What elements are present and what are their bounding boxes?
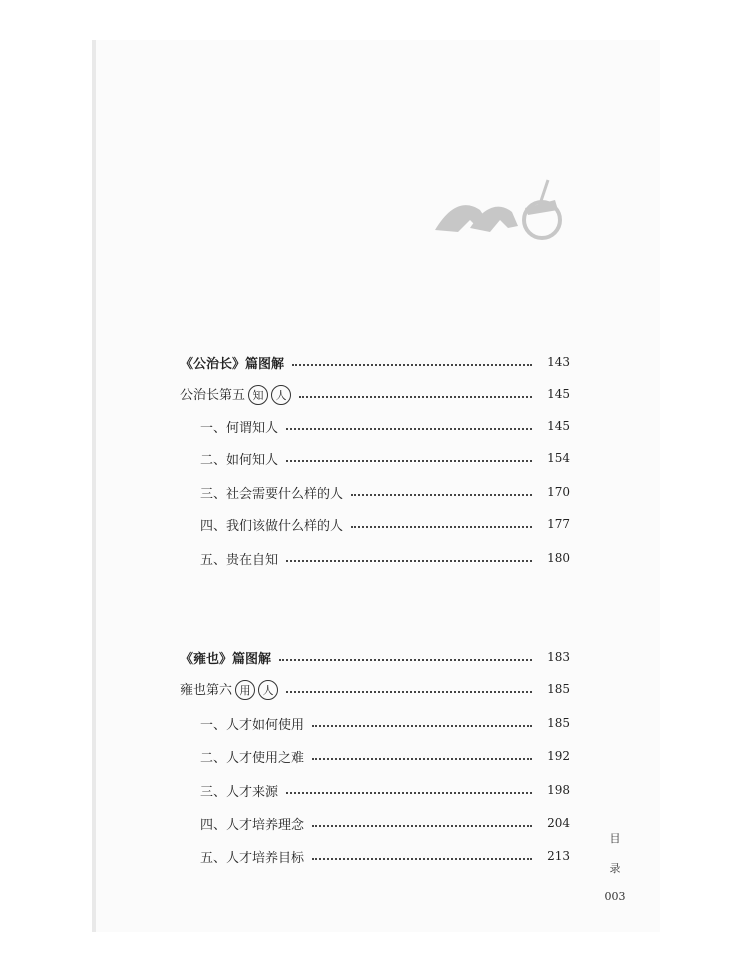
toc-page-number: 185: [547, 682, 570, 696]
page-spine-shadow: [92, 40, 96, 932]
toc-chapter-yongye[interactable]: [180, 677, 570, 701]
circled-char: 人: [258, 680, 278, 700]
toc-chapter-label: 雍也第六: [180, 682, 233, 698]
toc-page-number: 198: [547, 783, 570, 797]
toc-entry-label: 三、人才来源: [200, 784, 279, 800]
toc-page-number: 180: [547, 551, 570, 565]
toc-item[interactable]: [200, 711, 570, 735]
toc-item[interactable]: [200, 778, 570, 802]
toc-item[interactable]: [200, 446, 570, 470]
dot-leader: [279, 659, 532, 661]
toc-entry-label: [180, 384, 291, 405]
toc-page-number: 192: [547, 749, 570, 763]
toc-page-number: 204: [547, 816, 570, 830]
toc-page-number: 185: [547, 716, 570, 730]
toc-entry-label: 五、贵在自知: [200, 552, 279, 568]
dot-leader: [312, 725, 532, 727]
dot-leader: [286, 792, 532, 794]
toc-item[interactable]: [200, 546, 570, 570]
toc-page-number: 213: [547, 849, 570, 863]
toc-section-yongye[interactable]: [180, 645, 570, 669]
toc-page-number: 145: [547, 419, 570, 433]
dot-leader: [312, 825, 532, 827]
dot-leader: [351, 494, 532, 496]
side-char: 录: [609, 862, 621, 875]
toc-item[interactable]: [200, 414, 570, 438]
dot-leader: [286, 428, 532, 430]
circled-char: 知: [248, 385, 268, 405]
dot-leader: [351, 526, 532, 528]
toc-entry-label: 四、人才培养理念: [200, 817, 305, 833]
dot-leader: [286, 691, 532, 693]
toc-entry-label: 《公治长》篇图解: [180, 356, 285, 372]
toc-entry-label: 《雍也》篇图解: [180, 651, 272, 667]
toc-item[interactable]: [200, 480, 570, 504]
page-number: 003: [604, 890, 626, 903]
dot-leader: [312, 858, 532, 860]
toc-page-number: 170: [547, 485, 570, 499]
side-char: 目: [609, 832, 621, 845]
toc-entry-label: 一、人才如何使用: [200, 717, 305, 733]
toc-page-number: 177: [547, 517, 570, 531]
dot-leader: [312, 758, 532, 760]
toc-entry-label: [180, 679, 278, 700]
toc-chapter-gongyechang[interactable]: [180, 382, 570, 406]
circled-char: 人: [271, 385, 291, 405]
toc-page-number: 154: [547, 451, 570, 465]
toc-item[interactable]: [200, 744, 570, 768]
toc-entry-label: 二、如何知人: [200, 452, 279, 468]
toc-chapter-label: 公治长第五: [180, 387, 246, 403]
toc-entry-label: 五、人才培养目标: [200, 850, 305, 866]
dot-leader: [299, 396, 532, 398]
toc-page-number: 145: [547, 387, 570, 401]
dot-leader: [292, 364, 532, 366]
toc-entry-label: 四、我们该做什么样的人: [200, 518, 344, 534]
toc-item[interactable]: [200, 811, 570, 835]
toc-entry-label: 二、人才使用之难: [200, 750, 305, 766]
toc-entry-label: 三、社会需要什么样的人: [200, 486, 344, 502]
side-running-header: [600, 830, 630, 903]
chariot-illustration: [430, 170, 570, 250]
dot-leader: [286, 460, 532, 462]
toc-page-number: 143: [547, 355, 570, 369]
toc-entry-label: 一、何谓知人: [200, 420, 279, 436]
circled-char: 用: [235, 680, 255, 700]
dot-leader: [286, 560, 532, 562]
toc-page-number: 183: [547, 650, 570, 664]
toc-item[interactable]: [200, 844, 570, 868]
toc-item[interactable]: [200, 512, 570, 536]
toc-section-gongyechang[interactable]: [180, 350, 570, 374]
